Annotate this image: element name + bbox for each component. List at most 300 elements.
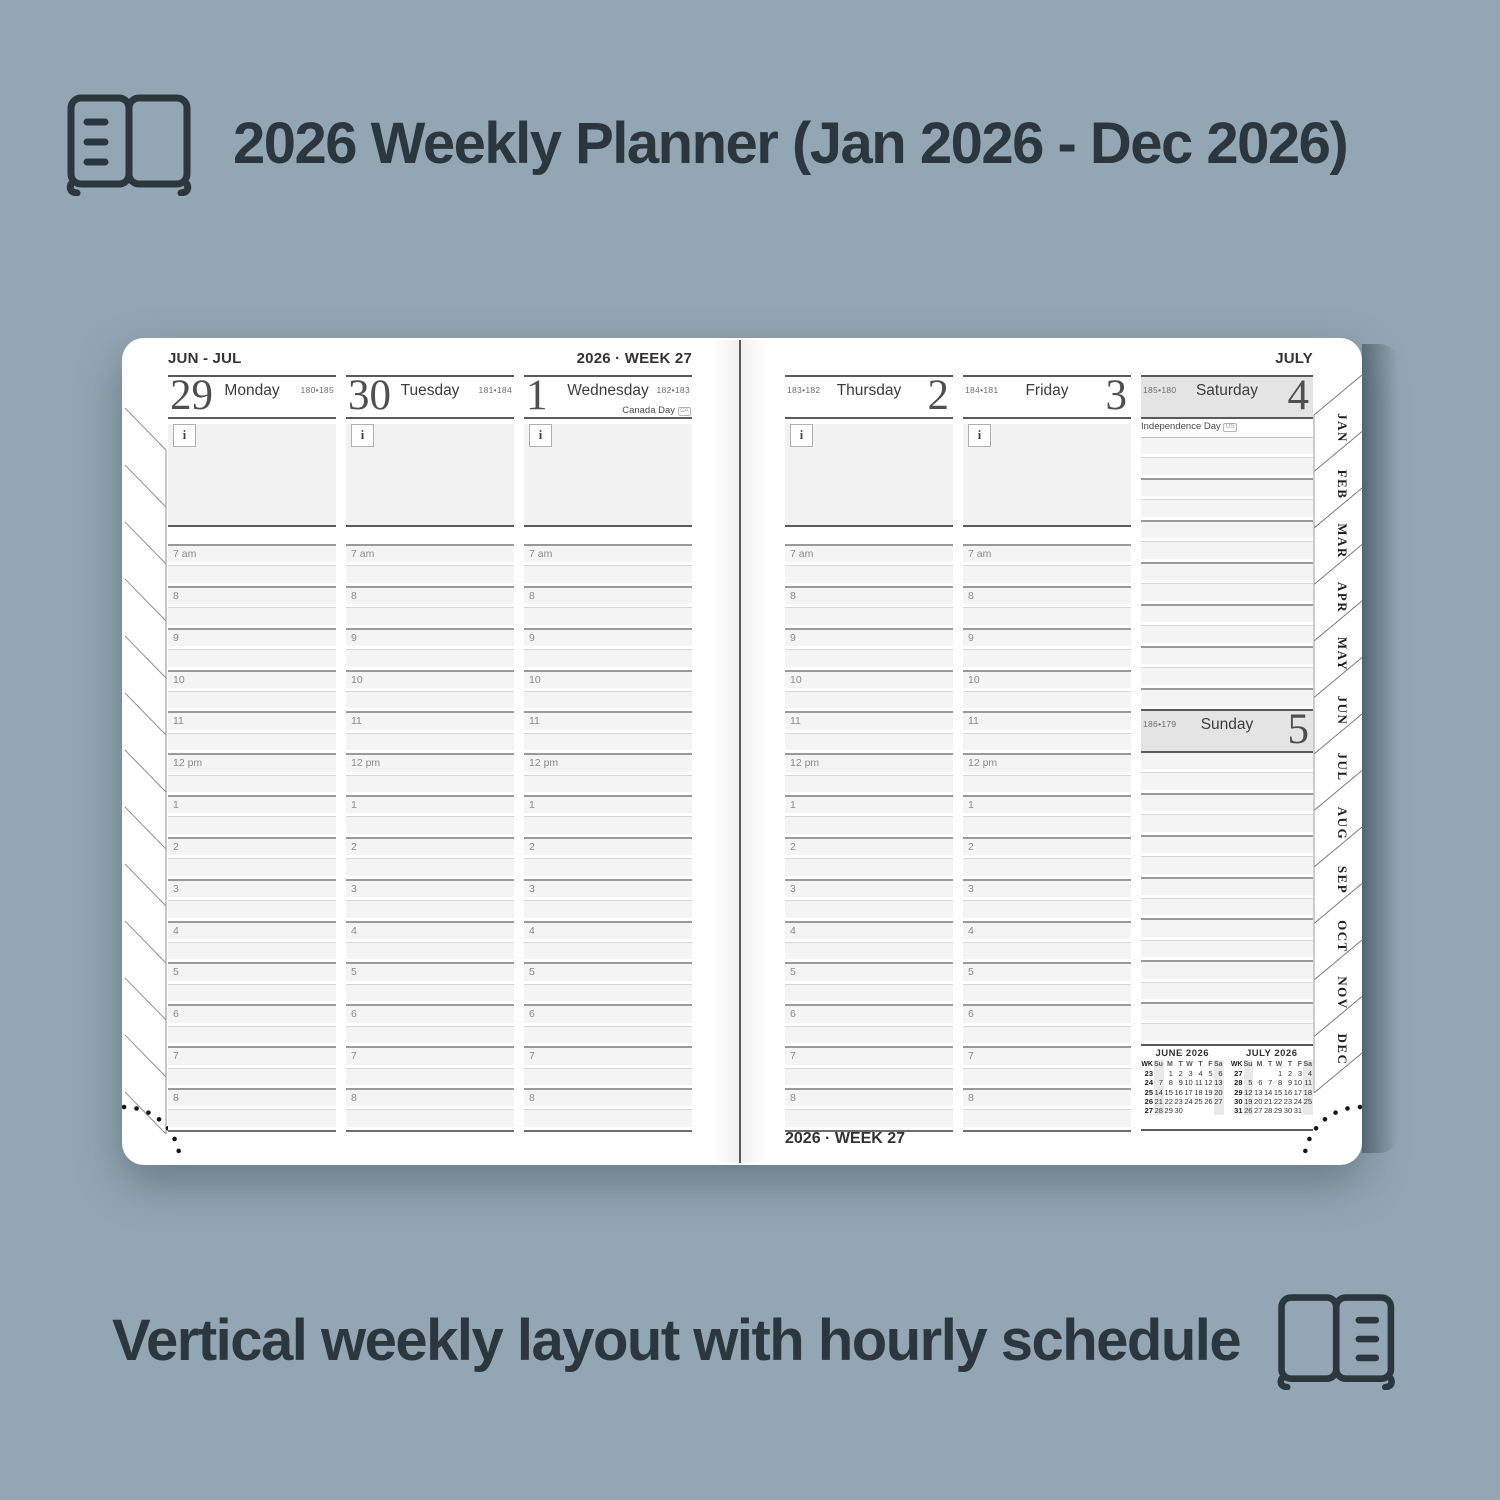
spacer [785,527,953,544]
mini-calendar-day-cell: 11 [1194,1078,1203,1088]
hour-label: 11 [529,715,540,728]
schedule-row [785,586,953,607]
mini-calendar-day-cell: 13 [1254,1087,1263,1097]
day-name: Wednesday [567,382,649,399]
hour-label: 8 [968,589,974,602]
hour-label: 3 [529,882,535,895]
mini-calendar-day-cell: 23 [1144,1069,1153,1079]
schedule-row [168,1088,336,1109]
mini-calendar-header-cell: WK [1141,1061,1153,1068]
notes-area [963,424,1131,527]
schedule-row [524,900,692,920]
day-number: 2 [927,372,949,419]
mini-calendar-day-cell: 21 [1263,1096,1273,1106]
schedule-row [168,1026,336,1046]
mini-calendar-day-cell: 18 [1194,1087,1203,1097]
schedule-row [963,733,1131,753]
schedule-row [524,565,692,585]
mini-calendar-day-cell: 6 [1258,1078,1263,1088]
mini-calendar-day-cell: 24 [1293,1096,1303,1106]
right-page-head [785,350,1313,368]
schedule-row [785,1068,953,1088]
schedule-row [785,879,953,900]
ruled-row [1141,918,1313,939]
schedule-row [524,962,692,983]
month-tab-feb: FEB [1335,469,1350,500]
notes-area [168,424,336,527]
schedule-row [785,1109,953,1129]
schedule-row [963,1004,1131,1025]
hour-label: 1 [173,799,179,812]
schedule-row [524,733,692,753]
schedule-row [963,1109,1131,1129]
hour-label: 12 pm [173,757,203,770]
schedule-row [785,691,953,711]
hour-label: 2 [529,840,535,853]
hour-label: 3 [351,882,357,895]
day-of-year: 185•180 [1143,385,1177,395]
schedule-row [963,837,1131,858]
hour-label: 7 [351,1050,357,1063]
schedule-row [785,607,953,627]
ruled-row [1141,793,1313,814]
hour-label: 9 [529,631,535,644]
schedule-row [963,775,1131,795]
schedule-row [346,837,514,858]
hour-label: 5 [529,966,535,979]
schedule-row [524,691,692,711]
schedule-row [346,858,514,878]
day-number: 30 [348,372,391,419]
month-tab-jan: JAN [1335,413,1350,443]
ruled-row [1141,856,1313,876]
mini-calendar-day-cell: 24 [1144,1078,1153,1088]
mini-calendar-day-cell: 24 [1184,1096,1193,1106]
mini-calendar-day-cell: 20 [1214,1087,1223,1097]
mini-calendar-header-cell: M [1167,1061,1173,1068]
day-of-year: 186•179 [1143,719,1177,729]
schedule-row [524,670,692,691]
ruled-row [1141,499,1313,519]
mini-calendar-header-cell: F [1297,1061,1303,1068]
schedule-row [346,962,514,983]
schedule-row [785,942,953,962]
mini-calendar-header-cell: T [1178,1061,1183,1068]
day-name: Friday [1025,382,1069,399]
mini-calendar-day-cell: 31 [1293,1106,1303,1116]
ruled-row [1141,562,1313,583]
holiday-label: Canada Day CA [622,405,691,416]
mini-calendar-day-cell: 12 [1244,1087,1253,1097]
spacer [346,527,514,544]
hour-label: 4 [968,924,974,937]
mini-calendar-day-cell: 14 [1154,1087,1163,1097]
mini-calendar-header-cell: T [1198,1061,1203,1068]
schedule-row [168,649,336,669]
schedule-row [524,544,692,565]
hour-label: 12 pm [968,757,998,770]
day-column-monday [168,372,336,1130]
schedule-row [168,984,336,1004]
hour-label: 7 am [529,548,553,560]
mini-calendar-day-cell [1194,1106,1204,1115]
schedule-row [346,1088,514,1109]
mini-calendar-day-cell: 15 [1273,1087,1283,1097]
schedule-row [963,565,1131,585]
schedule-row [168,1004,336,1025]
hour-label: 10 [968,673,980,686]
schedule-row [168,711,336,732]
schedule-row [963,628,1131,649]
hour-label: 2 [173,840,179,853]
schedule-row [168,942,336,962]
info-icon: i [968,424,991,447]
mini-calendar-day-cell: 26 [1204,1096,1213,1106]
mini-calendar-day-cell: 30 [1174,1106,1183,1116]
schedule-row [785,1004,953,1025]
schedule-row [963,795,1131,816]
schedule-row [346,711,514,732]
product-caption: Vertical weekly layout with hourly schedule [112,1307,1241,1373]
mini-calendar-day-cell: 29 [1164,1106,1173,1116]
hour-label: 5 [790,966,796,979]
holiday-country-badge: CA [678,407,691,416]
mini-calendar-day-cell: 5 [1244,1078,1254,1087]
schedule-row [168,753,336,774]
mini-calendar-header-cell: T [1268,1061,1273,1068]
ruled-row [1141,960,1313,981]
mini-calendar-day-cell: 16 [1283,1087,1293,1097]
hour-label: 8 [790,589,796,602]
ruled-row [1141,604,1313,625]
schedule-row [524,858,692,878]
hour-label: 4 [790,924,796,937]
day-name: Sunday [1200,716,1254,733]
schedule-row [346,691,514,711]
hour-label: 8 [790,1091,796,1104]
schedule-row [963,858,1131,878]
hour-label: 7 [173,1050,179,1063]
tab-cut-line [1314,375,1362,415]
schedule-row [346,816,514,836]
day-of-year: 182•183 [656,385,690,395]
mini-calendar-day-cell: 1 [1168,1069,1173,1079]
mini-calendar-day-cell: 30 [1234,1096,1243,1106]
day-number: 29 [170,372,213,419]
mini-calendar-day-cell: 4 [1198,1069,1203,1079]
schedule-row [963,607,1131,627]
mini-calendar-day-cell: 28 [1263,1106,1273,1116]
mini-calendar-day-cell: 1 [1278,1069,1283,1079]
mini-calendar-day-cell: 3 [1297,1069,1303,1079]
schedule-row [168,879,336,900]
hour-label: 5 [968,966,974,979]
week-label-bottom: 2026 · WEEK 27 [785,1130,906,1147]
schedule-row [168,962,336,983]
mini-calendar-day-cell: 12 [1204,1078,1213,1088]
mini-calendar-header-cell: Sa [1213,1061,1223,1068]
holiday-country-badge: US [1223,423,1236,432]
mini-calendar-day-cell: 27 [1214,1096,1223,1106]
schedule-row [963,1068,1131,1088]
caption-banner [112,1290,1406,1390]
hour-label: 4 [529,924,535,937]
month-range-label: JUN - JUL [168,350,242,367]
schedule-row [785,628,953,649]
hour-label: 6 [790,1008,796,1021]
schedule-row [524,1026,692,1046]
month-tab-jul: JUL [1335,752,1350,782]
mini-calendar-day-cell: 20 [1254,1096,1263,1106]
mini-calendar-day-cell [1303,1106,1313,1115]
schedule-row [963,670,1131,691]
saturday-ruled-area [1141,438,1313,709]
mini-calendar-day-cell: 29 [1234,1087,1243,1097]
schedule-row [168,921,336,942]
hourly-schedule [785,544,953,1130]
schedule-row [524,775,692,795]
ruled-row [1141,478,1313,499]
hour-label: 7 am [790,548,814,560]
hourly-schedule [346,544,514,1130]
notes-area [524,424,692,527]
spacer [963,527,1131,544]
schedule-row [785,565,953,585]
mini-calendar-day-cell [1244,1069,1254,1078]
day-name: Monday [224,382,280,399]
schedule-row [963,753,1131,774]
info-icon: i [529,424,552,447]
hour-label: 4 [173,924,179,937]
schedule-row [168,691,336,711]
ruled-row [1141,646,1313,667]
schedule-row [963,691,1131,711]
schedule-row [785,816,953,836]
mini-calendar-day-cell [1184,1106,1194,1115]
hour-label: 11 [351,715,362,728]
hour-label: 8 [351,1091,357,1104]
schedule-row [168,1109,336,1129]
mini-calendar-day-cell: 23 [1174,1096,1183,1106]
schedule-row [346,1046,514,1067]
hour-label: 6 [968,1008,974,1021]
ruled-row [1141,898,1313,918]
notes-area [346,424,514,527]
mini-calendar-day-cell: 23 [1283,1096,1293,1106]
mini-calendar-day-cell: 25 [1303,1096,1312,1106]
mini-calendar-day-cell: 30 [1283,1106,1293,1116]
ruled-row [1141,835,1313,856]
month-tab-sep: SEP [1335,865,1350,895]
day-number: 4 [1287,372,1309,419]
mini-calendar-day-cell: 8 [1278,1078,1283,1088]
hour-label: 9 [968,631,974,644]
hour-label: 9 [351,631,357,644]
schedule-row [963,1088,1131,1109]
schedule-row [346,879,514,900]
schedule-row [524,607,692,627]
hour-label: 1 [351,799,357,812]
schedule-row [346,1026,514,1046]
schedule-row [168,565,336,585]
day-of-year: 180•185 [300,385,334,395]
day-header-saturday [1141,372,1313,419]
month-tab-nov: NOV [1335,976,1350,1010]
day-name: Thursday [836,382,902,399]
hour-label: 5 [173,966,179,979]
schedule-row [346,1068,514,1088]
open-planner-icon [1274,1290,1406,1390]
mini-calendar-day-cell: 22 [1273,1096,1283,1106]
schedule-row [785,649,953,669]
schedule-row [785,962,953,983]
schedule-row [524,1068,692,1088]
mini-calendar-day-cell: 17 [1293,1087,1303,1097]
info-icon: i [351,424,374,447]
ruled-row [1141,667,1313,687]
schedule-row [346,586,514,607]
day-header-sunday [1141,706,1313,753]
hourly-schedule [168,544,336,1130]
mini-calendar-day-cell: 7 [1154,1078,1164,1087]
month-tab-mar: MAR [1335,523,1350,559]
sunday-ruled-area [1141,753,1313,1044]
hour-label: 1 [790,799,796,812]
schedule-row [168,670,336,691]
schedule-row [168,586,336,607]
month-tab-dec: DEC [1335,1033,1350,1066]
schedule-row [168,795,336,816]
schedule-row [785,795,953,816]
mini-calendar-day-cell [1154,1069,1164,1078]
schedule-row [524,1088,692,1109]
mini-calendar-day-cell: 10 [1293,1078,1303,1088]
schedule-row [168,816,336,836]
page-edge-shadow [1362,344,1398,1153]
day-header [785,372,953,419]
day-header [963,372,1131,419]
schedule-row [346,607,514,627]
day-header [346,372,514,419]
schedule-row [346,753,514,774]
holiday-label: Independence Day US [1141,419,1313,438]
hour-label: 8 [529,589,535,602]
day-header [168,372,336,419]
spacer [168,527,336,544]
mini-calendar-day-cell: 2 [1178,1069,1183,1079]
mini-calendar-day-cell: 25 [1144,1087,1153,1097]
day-of-year: 184•181 [965,385,999,395]
hour-label: 7 am [173,548,197,560]
mini-calendar-day-cell: 3 [1188,1069,1193,1079]
hourly-schedule [524,544,692,1130]
spine-shading [713,340,739,1163]
schedule-row [785,858,953,878]
mini-calendar-day-cell: 14 [1263,1087,1273,1097]
schedule-row [963,586,1131,607]
day-number: 5 [1287,706,1309,753]
mini-calendar-day-cell: 28 [1234,1078,1243,1088]
mini-calendar-day-cell: 10 [1184,1078,1193,1088]
schedule-row [346,795,514,816]
hour-label: 6 [529,1008,535,1021]
day-number: 1 [526,372,548,419]
schedule-row [524,1109,692,1129]
schedule-row [963,942,1131,962]
hour-label: 2 [968,840,974,853]
schedule-row [524,795,692,816]
schedule-row [168,1046,336,1067]
mini-calendar-day-cell: 31 [1234,1106,1243,1116]
hour-label: 2 [351,840,357,853]
hour-label: 9 [790,631,796,644]
hour-label: 3 [790,882,796,895]
mini-calendar-day-cell: 22 [1164,1096,1173,1106]
schedule-row [346,900,514,920]
mini-calendar-title: JULY 2026 [1245,1048,1298,1059]
schedule-row [785,775,953,795]
hour-label: 7 am [968,548,992,560]
hour-label: 11 [968,715,979,728]
open-planner-icon [63,90,203,196]
schedule-row [785,921,953,942]
ruled-row [1141,438,1313,457]
week-label-top: 2026 · WEEK 27 [576,350,692,367]
schedule-row [524,879,692,900]
mini-calendar-day-cell: 26 [1244,1106,1253,1116]
mini-calendar-day-cell: 4 [1303,1069,1313,1078]
ruled-row [1141,625,1313,645]
ruled-row [1141,541,1313,561]
hour-label: 12 pm [529,757,559,770]
ruled-row [1141,877,1313,898]
notes-area [785,424,953,527]
hour-label: 8 [529,1091,535,1104]
schedule-row [168,544,336,565]
schedule-row [785,711,953,732]
hour-label: 1 [968,799,974,812]
hour-label: 1 [529,799,535,812]
mini-calendar-header-cell: F [1208,1061,1213,1068]
day-column-tuesday [346,372,514,1130]
schedule-row [524,711,692,732]
ruled-row [1141,1002,1313,1023]
hour-label: 3 [173,882,179,895]
day-name: Tuesday [400,382,460,399]
hour-label: 7 am [351,548,375,560]
mini-calendar-title: JUNE 2026 [1155,1048,1210,1059]
mini-calendar-day-cell: 8 [1168,1078,1173,1088]
hour-label: 8 [968,1091,974,1104]
mini-calendar-day-cell [1204,1106,1214,1115]
weekend-column [1141,372,1313,1131]
schedule-row [963,649,1131,669]
schedule-row [346,921,514,942]
info-icon: i [173,424,196,447]
product-title: 2026 Weekly Planner (Jan 2026 - Dec 2026) [233,110,1348,176]
ruled-row [1141,982,1313,1002]
hour-label: 7 [790,1050,796,1063]
hour-label: 6 [351,1008,357,1021]
mini-calendar-day-cell: 25 [1194,1096,1203,1106]
hour-label: 11 [790,715,801,728]
schedule-row [785,837,953,858]
mini-calendar-day-cell: 11 [1304,1078,1312,1088]
schedule-row [963,879,1131,900]
schedule-row [785,544,953,565]
mini-calendar-day-cell: 19 [1244,1096,1253,1106]
schedule-row [963,900,1131,920]
